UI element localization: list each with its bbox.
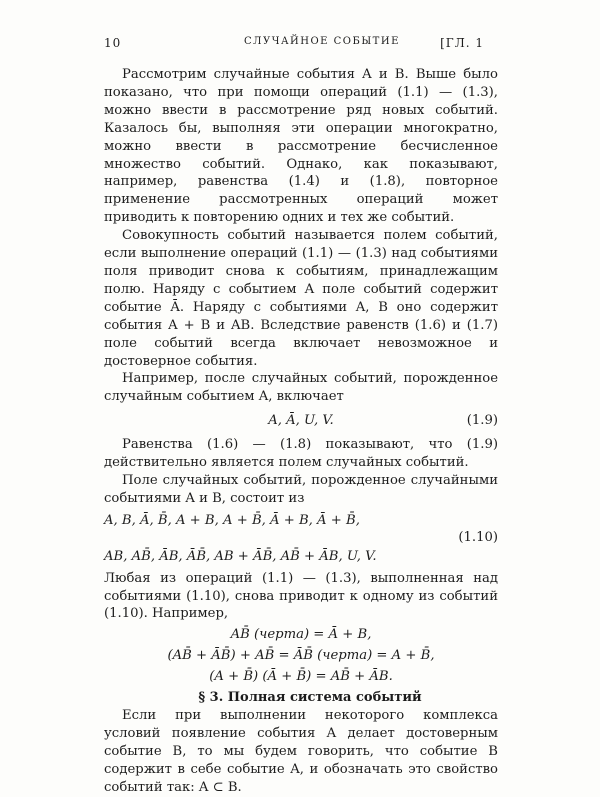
example-equation-3: (A + B̄) (Ā + B̄) = AB̄ + ĀB. [209, 669, 393, 685]
paragraph-2: Совокупность событий называется полем событий, если выполнение операций (1.1) — (1.3) над событиями поля приводит снова к событиям, принадлежащим полю. Наряду с событием A поле событий содержит событие Ā. Наряду с событиями A, B оно содержит события A + B и AB. Вследствие равенств (1.6) и (1.7) поле событий всегда включает невозможное и достоверное события. [104, 228, 498, 369]
equation-1-9-number: (1.9) [466, 413, 498, 429]
equation-1-9 [104, 412, 498, 432]
equation-1-10-line-1: A, B, Ā, B̄, A + B, A + B̄, Ā + B, Ā + B̄, [104, 512, 360, 528]
paragraph-4: Равенства (1.6) — (1.8) показывают, что (1.9) действительно является полем случайных событий. [104, 437, 498, 471]
paragraph-7: Если при выполнении некоторого комплекса условий появление события A делает достоверным событие B, то мы будем говорить, что событие B содержит в себе событие A, и обозначать это свойство событий так: A ⊂ B. [104, 708, 498, 795]
example-equation-2: (AB̄ + ĀB̄) + AB̄ = ĀB̄ (черта) = A + B̄, [167, 648, 435, 664]
example-equation-1: AB̄ (черта) = Ā + B, [230, 627, 372, 643]
page-number: 10 [104, 36, 122, 50]
equation-1-9-expr: A, Ā, U, V. [268, 413, 334, 429]
chapter-label: [ГЛ. 1 [440, 36, 484, 50]
paragraph-6: Любая из операций (1.1) — (1.3), выполненная над событиями (1.10), снова приводит к одному из событий (1.10). Например, [104, 570, 498, 622]
running-title: СЛУЧАЙНОЕ СОБЫТИЕ [244, 36, 400, 47]
equation-1-10-line-2: AB, AB̄, ĀB, ĀB̄, AB + ĀB̄, AB̄ + ĀB, U, V. [104, 548, 377, 564]
equation-1-10-number: (1.10) [458, 529, 498, 545]
paragraph-1: Рассмотрим случайные события A и B. Выше было показано, что при помощи операций (1.1) — (1.3), можно ввести в рассмотрение ряд новых событий. Казалось бы, выполняя эти операции многократно, можно ввести в рассмотрение бесчисленное множество событий. Однако, как показывают, например, равенства (1.4) и (1.8), повторное применение рассмотренных операций может приводить к повторению одних и тех же событий. [104, 67, 498, 226]
paragraph-5: Поле случайных событий, порожденное случайными событиями A и B, состоит из [104, 473, 498, 506]
running-header [104, 36, 484, 56]
paragraph-3: Например, после случайных событий, порожденное случайным событием A, включает [104, 371, 498, 405]
page-body [104, 66, 498, 797]
section-heading: § 3. Полная система событий [198, 690, 422, 706]
